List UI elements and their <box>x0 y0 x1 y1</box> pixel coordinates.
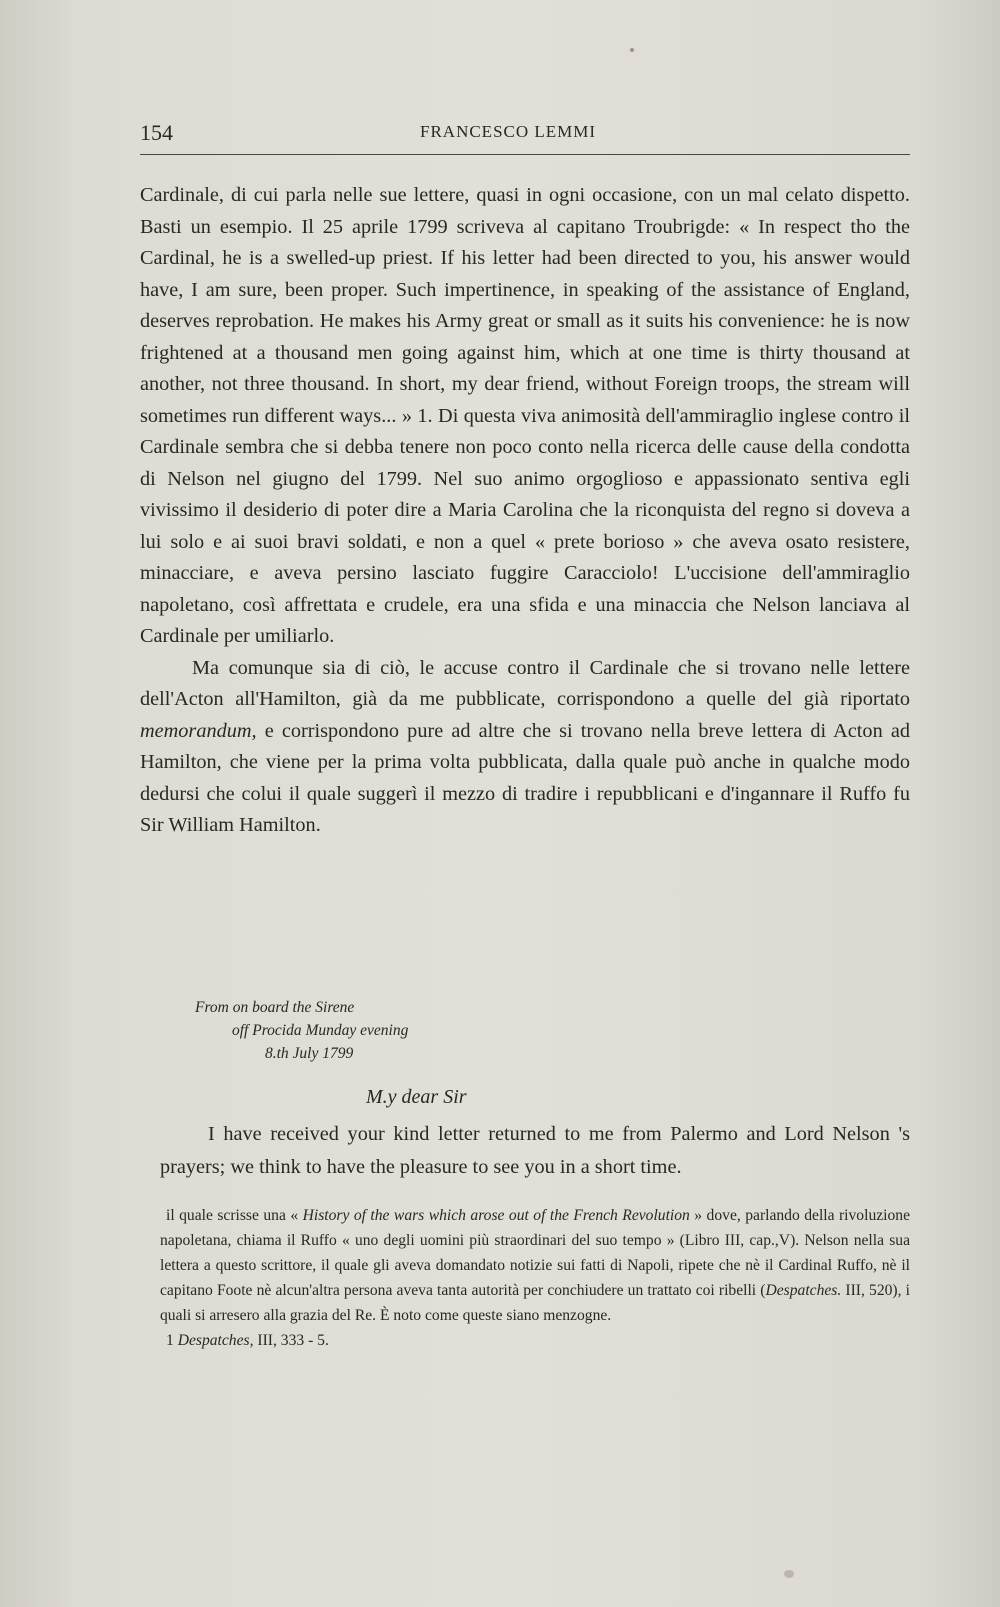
letter-heading-line-1: From on board the Sirene <box>195 999 355 1016</box>
letter-heading <box>195 996 408 1065</box>
footnote-continuation <box>160 1203 910 1328</box>
header-rule <box>140 154 910 155</box>
footnote-1-text: III, 333 - 5. <box>253 1332 329 1349</box>
page-blemish <box>784 1570 794 1578</box>
main-text <box>140 180 910 842</box>
running-head: FRANCESCO LEMMI <box>420 122 597 141</box>
letter-text: I have received your kind letter returned to me from Palermo and Lord Nelson 's prayers; we think to have the pleasure to see you in a short time. <box>160 1123 910 1178</box>
footnotes <box>160 1203 910 1353</box>
footnote-1-number: 1 <box>166 1332 174 1349</box>
footnote-text-a: il quale scrisse una « <box>166 1207 303 1224</box>
letter-body <box>160 1118 910 1184</box>
letter-salutation: M.y dear Sir <box>366 1086 467 1108</box>
paragraph-1: Cardinale, di cui parla nelle sue lettere, quasi in ogni occasione, con un mal celato dispetto. Basti un esempio. Il 25 aprile 1799 scriveva al capitano Troubrigde: « In respect tho the Cardinal, he is a swelled-up priest. If his letter had been directed to you, his answer would have, I am sure, been proper. Such impertinence, in speaking of the assistance of England, deserves reprobation. He makes his Army great or small as it suits his convenience: he is now frightened at a thousand men going against him, which at one time is thirty thousand at another, not three thousand. In short, my dear friend, without Foreign troops, the stream will sometimes run different ways... » 1. Di questa viva animosità dell'ammiraglio inglese contro il Cardinale sembra che si debba tenere non poco conto nella ricerca delle cause della condotta di Nelson nel giugno del 1799. Nel suo animo orgoglioso e appassionato sentiva egli vivissimo il desiderio di poter dire a Maria Carolina che la riconquista del regno si doveva a lui solo e ai suoi bravi soldati, e non a quel « prete borioso » che aveva osato resistere, minacciare, e aveva persino lasciato fuggire Caracciolo! L'uccisione dell'ammiraglio napoletano, così affrettata e crudele, era una sfida e una minaccia che Nelson lanciava al Cardinale per umiliarlo. <box>140 184 910 647</box>
letter-heading-line-2: off Procida Munday evening <box>232 1022 409 1039</box>
paragraph-2 <box>140 653 910 842</box>
paragraph-2-text-b: e corrispondono pure ad altre che si trovano nella breve lettera di Acton ad Hamilton, che viene per la prima volta pubblicata, dalla quale può anche in qualche modo dedursi che colui il quale suggerì il mezzo di tradire i repubblicani e d'ingannare il Ruffo fu Sir William Hamilton. <box>140 719 910 836</box>
footnote-italic-despatches: Despatches. <box>765 1282 842 1299</box>
footnote-text-b: » dove, parlando della rivoluzione napoletana, chiama il Ruffo « uno degli uomini più straordinari del suo tempo » (Libro III, cap.,V). Nelson nella sua lettera a questo scrittore, il quale gli aveva domandato notizie sui fatti di Napoli, ripete che nè il Cardinal Ruffo, nè il capitano Foote nè alcun'altra persona aveva tanta autorità per conchiudere un trattato coi ribelli ( <box>160 1207 911 1299</box>
paragraph-2-italic: memorandum, <box>140 719 257 742</box>
letter-heading-line-3: 8.th July 1799 <box>265 1045 354 1062</box>
page-number: 154 <box>140 120 173 145</box>
footnote-1 <box>160 1328 910 1353</box>
page-header <box>140 118 910 158</box>
footnote-1-italic: Despatches, <box>177 1332 254 1349</box>
footnote-italic-title: History of the wars which arose out of the French Revolution <box>302 1207 690 1224</box>
paragraph-2-text-a: Ma comunque sia di ciò, le accuse contro il Cardinale che si trovano nelle lettere dell'Acton all'Hamilton, già da me pubblicate, corrispondono a quelle del già riportato <box>140 656 910 710</box>
ink-speck <box>630 48 634 52</box>
footnote-text-c: III, 520), i quali si arresero alla grazia del Re. È noto come queste siano menzogne. <box>160 1282 910 1324</box>
